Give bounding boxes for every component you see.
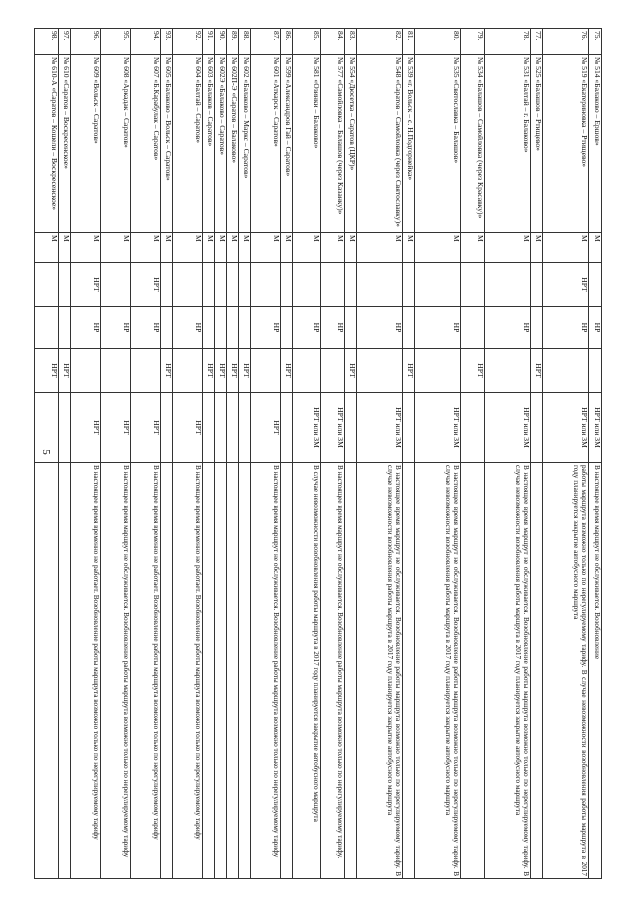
- tariff-col-c: НРТ: [461, 349, 485, 393]
- route-note: В настоящее время временно не работает. Возобновление работы маршрута возможно только по нерегулируемому тарифу: [173, 463, 203, 879]
- table-row: [227, 29, 239, 879]
- route-name: № 602П-Э «Саратов – Балаково»: [227, 55, 239, 233]
- route-note: В настоящее время маршрут не обслуживается. Возобновление работы маршрута возможно только по нерегулируемому тарифу. В случае невозможности возобновления работы маршрута в 2017 году планируется закрытие автобусного маршрута: [357, 463, 403, 879]
- route-name: № 604 «Балтай – Саратов»: [173, 55, 203, 233]
- tariff-col-c: [71, 349, 101, 393]
- tariff-col-a: [531, 263, 543, 307]
- tariff-col-a: [251, 263, 281, 307]
- tariff-col-a: НРТ: [131, 263, 161, 307]
- tariff-col-d: [345, 393, 357, 463]
- tariff-col-a: [321, 263, 345, 307]
- route-name: № 610 «Саратов – Воскресенское»: [59, 55, 71, 233]
- route-name: № 608 «Аркадак – Саратов»: [101, 55, 131, 233]
- tariff-col-b: НР: [131, 307, 161, 349]
- tariff-col-a: [485, 263, 531, 307]
- tariff-col-d: НРТ или ЗМ: [321, 393, 345, 463]
- row-number: 93.: [161, 29, 173, 55]
- route-class: М: [239, 233, 251, 263]
- tariff-col-a: [101, 263, 131, 307]
- route-class: М: [35, 233, 59, 263]
- table-row: [589, 29, 602, 879]
- route-class: М: [281, 233, 293, 263]
- route-name: № 609 «Вольск – Саратов»: [71, 55, 101, 233]
- table-row: [239, 29, 251, 879]
- route-name: № 605 «Балаково – Вольск – Саратов»: [161, 55, 173, 233]
- row-number: 90.: [215, 29, 227, 55]
- route-class: М: [161, 233, 173, 263]
- route-class: М: [415, 233, 461, 263]
- tariff-col-b: [345, 307, 357, 349]
- table-row: [357, 29, 403, 879]
- route-note: В настоящее время маршрут не обслуживается. Возобновление работы маршрута возможно только по нерегулируемому тарифу: [251, 463, 281, 879]
- table-row: [203, 29, 215, 879]
- tariff-col-c: [415, 349, 461, 393]
- row-number: 82.: [357, 29, 403, 55]
- tariff-col-c: [543, 349, 589, 393]
- page-number: 5: [40, 449, 52, 455]
- route-class: М: [531, 233, 543, 263]
- table-wrapper: [50, 28, 602, 878]
- route-name: № 554 «Дюсетка – Саратов (ЦКР)»: [345, 55, 357, 233]
- row-number: 76.: [543, 29, 589, 55]
- tariff-col-c: НРТ: [531, 349, 543, 393]
- route-name: № 548 «Саратов – Самойловка (через Святославку)»: [357, 55, 403, 233]
- tariff-col-b: НР: [321, 307, 345, 349]
- table-row: [281, 29, 293, 879]
- row-number: 96.: [71, 29, 101, 55]
- row-number: 98.: [35, 29, 59, 55]
- route-note: [239, 463, 251, 879]
- route-class: М: [345, 233, 357, 263]
- table-row: [215, 29, 227, 879]
- tariff-col-b: [215, 307, 227, 349]
- routes-table: [34, 28, 602, 879]
- row-number: 79.: [461, 29, 485, 55]
- tariff-col-c: [357, 349, 403, 393]
- table-row: [59, 29, 71, 879]
- row-number: 88.: [239, 29, 251, 55]
- route-name: № 535 «Святославка – Балашов»: [415, 55, 461, 233]
- tariff-col-d: НРТ: [173, 393, 203, 463]
- route-note: В настоящее время маршрут не обслуживается. Возобновление: [589, 463, 602, 879]
- tariff-col-c: [131, 349, 161, 393]
- tariff-col-b: НР: [173, 307, 203, 349]
- tariff-col-d: НРТ или ЗМ: [543, 393, 589, 463]
- tariff-col-a: [173, 263, 203, 307]
- tariff-col-d: [403, 393, 415, 463]
- table-row: [461, 29, 485, 879]
- row-number: 78.: [485, 29, 531, 55]
- route-class: М: [131, 233, 161, 263]
- row-number: 81.: [403, 29, 415, 55]
- route-note: [35, 463, 59, 879]
- tariff-col-c: НРТ: [161, 349, 173, 393]
- route-name: № 602 «Балаково – Маркс – Саратов»: [239, 55, 251, 233]
- tariff-col-a: [239, 263, 251, 307]
- tariff-col-c: [589, 349, 602, 393]
- tariff-col-d: [531, 393, 543, 463]
- tariff-col-b: [203, 307, 215, 349]
- tariff-col-b: [461, 307, 485, 349]
- route-name: № 603 «Балаков – Саратов»: [203, 55, 215, 233]
- tariff-col-d: НРТ: [101, 393, 131, 463]
- tariff-col-a: [59, 263, 71, 307]
- tariff-col-b: [35, 307, 59, 349]
- row-number: 89.: [227, 29, 239, 55]
- tariff-col-a: [357, 263, 403, 307]
- tariff-col-b: [403, 307, 415, 349]
- route-class: М: [215, 233, 227, 263]
- tariff-col-a: [345, 263, 357, 307]
- tariff-col-c: [321, 349, 345, 393]
- tariff-col-b: НР: [251, 307, 281, 349]
- table-row: [345, 29, 357, 879]
- tariff-col-d: НРТ или ЗМ: [357, 393, 403, 463]
- tariff-col-c: НРТ: [403, 349, 415, 393]
- table-row: [101, 29, 131, 879]
- route-class: М: [543, 233, 589, 263]
- table-row: [161, 29, 173, 879]
- tariff-col-d: [461, 393, 485, 463]
- tariff-col-d: [161, 393, 173, 463]
- tariff-col-c: НРТ: [345, 349, 357, 393]
- route-name: № 531 «Балтай – г. Балаково»: [485, 55, 531, 233]
- tariff-col-d: [215, 393, 227, 463]
- table-row: [35, 29, 59, 879]
- route-class: М: [203, 233, 215, 263]
- tariff-col-c: НРТ: [239, 349, 251, 393]
- tariff-col-a: НРТ: [71, 263, 101, 307]
- route-name: № 601 «Аткарск – Саратов»: [251, 55, 281, 233]
- tariff-col-a: [227, 263, 239, 307]
- route-class: М: [173, 233, 203, 263]
- route-name: № 602Э «Балаково – Саратов»: [215, 55, 227, 233]
- tariff-col-d: [35, 393, 59, 463]
- tariff-col-a: [203, 263, 215, 307]
- row-number: 84.: [321, 29, 345, 55]
- tariff-col-b: [281, 307, 293, 349]
- tariff-col-d: НРТ или ЗМ: [293, 393, 321, 463]
- tariff-col-b: [531, 307, 543, 349]
- tariff-col-d: [59, 393, 71, 463]
- tariff-col-d: НРТ: [131, 393, 161, 463]
- tariff-col-a: [35, 263, 59, 307]
- tariff-col-b: НР: [589, 307, 602, 349]
- route-note: [403, 463, 415, 879]
- tariff-col-d: [281, 393, 293, 463]
- table-row: [415, 29, 461, 879]
- table-row: [251, 29, 281, 879]
- tariff-col-d: [203, 393, 215, 463]
- table-row: [403, 29, 415, 879]
- tariff-col-c: [101, 349, 131, 393]
- row-number: 91.: [203, 29, 215, 55]
- route-note: В настоящее время маршрут не обслуживается. Возобновление работы маршрута возможно только по нерегулируемому тарифу: [101, 463, 131, 879]
- tariff-col-c: НРТ: [227, 349, 239, 393]
- tariff-col-a: [293, 263, 321, 307]
- tariff-col-b: НР: [71, 307, 101, 349]
- route-class: М: [461, 233, 485, 263]
- row-number: 87.: [251, 29, 281, 55]
- route-class: М: [71, 233, 101, 263]
- route-note: [461, 463, 485, 879]
- tariff-col-b: [239, 307, 251, 349]
- row-number: 94.: [131, 29, 161, 55]
- tariff-col-c: НРТ: [59, 349, 71, 393]
- tariff-col-a: [461, 263, 485, 307]
- route-name: № 534 «Балашов – Самойловка (через Красавку)»: [461, 55, 485, 233]
- tariff-col-d: НРТ: [71, 393, 101, 463]
- route-class: М: [101, 233, 131, 263]
- tariff-col-b: НР: [357, 307, 403, 349]
- tariff-col-a: [415, 263, 461, 307]
- tariff-col-a: [589, 263, 602, 307]
- tariff-col-a: [161, 263, 173, 307]
- route-class: М: [59, 233, 71, 263]
- row-number: 92.: [173, 29, 203, 55]
- route-note: [59, 463, 71, 879]
- route-class: М: [321, 233, 345, 263]
- row-number: 95.: [101, 29, 131, 55]
- route-note: [281, 463, 293, 879]
- route-note: работы маршрута возможно только по нерегулируемому тарифу. В случае невозможности возобновления работы маршрута в 2017 году планируется закрытие автобусного маршрута: [543, 463, 589, 879]
- tariff-col-b: НР: [543, 307, 589, 349]
- tariff-col-c: [173, 349, 203, 393]
- row-number: 97.: [59, 29, 71, 55]
- tariff-col-b: НР: [485, 307, 531, 349]
- tariff-col-c: [293, 349, 321, 393]
- table-row: [293, 29, 321, 879]
- tariff-col-a: [403, 263, 415, 307]
- routes-table-body: [35, 29, 602, 879]
- route-name: № 525 «Балашов – Ртищево»: [531, 55, 543, 233]
- table-row: [131, 29, 161, 879]
- tariff-col-b: [59, 307, 71, 349]
- route-name: № 539 «г. Вольск – с. Н.Подгорнейка»: [403, 55, 415, 233]
- table-row: [543, 29, 589, 879]
- route-name: № 519 «Екатериновка – Ртищево»: [543, 55, 589, 233]
- route-note: [203, 463, 215, 879]
- tariff-col-a: [215, 263, 227, 307]
- route-note: В настоящее время маршрут не обслуживается. Возобновление работы маршрута возможно только по нерегулируемому тарифу.: [321, 463, 345, 879]
- route-name: № 514 «Балаково – Ершов»: [589, 55, 602, 233]
- tariff-col-b: [161, 307, 173, 349]
- tariff-col-c: НРТ: [215, 349, 227, 393]
- table-row: [485, 29, 531, 879]
- route-note: [531, 463, 543, 879]
- table-row: [173, 29, 203, 879]
- tariff-col-d: НРТ: [251, 393, 281, 463]
- route-note: В случае невозможности возобновления работы маршрута в 2017 году планируется закрытие автобусного маршрута: [293, 463, 321, 879]
- route-note: [227, 463, 239, 879]
- row-number: 86.: [281, 29, 293, 55]
- tariff-col-d: [227, 393, 239, 463]
- route-note: В настоящее время маршрут не обслуживается. Возобновление работы маршрута возможно только по нерегулируемому тарифу. В случае невозможности возобновления работы маршрута в 2017 году планируется закрытие автобусного маршрута: [485, 463, 531, 879]
- tariff-col-b: НР: [293, 307, 321, 349]
- route-note: [215, 463, 227, 879]
- tariff-col-c: [485, 349, 531, 393]
- route-note: В настоящее время временно не работает. Возобновление работы маршрута возможно только по нерегулируемому тарифу: [131, 463, 161, 879]
- tariff-col-d: НРТ или ЗМ: [415, 393, 461, 463]
- tariff-col-a: [281, 263, 293, 307]
- row-number: 85.: [293, 29, 321, 55]
- table-row: [531, 29, 543, 879]
- route-class: М: [485, 233, 531, 263]
- route-class: М: [357, 233, 403, 263]
- route-class: М: [589, 233, 602, 263]
- row-number: 83.: [345, 29, 357, 55]
- tariff-col-b: НР: [101, 307, 131, 349]
- table-row: [321, 29, 345, 879]
- route-name: № 581 «Озинки – Балаково»: [293, 55, 321, 233]
- route-note: [345, 463, 357, 879]
- tariff-col-d: НРТ или ЗМ: [485, 393, 531, 463]
- tariff-col-d: [239, 393, 251, 463]
- table-row: [71, 29, 101, 879]
- rotated-table-frame: [50, 28, 602, 878]
- route-class: М: [293, 233, 321, 263]
- tariff-col-d: НРТ или ЗМ: [589, 393, 602, 463]
- tariff-col-b: НР: [415, 307, 461, 349]
- route-class: М: [251, 233, 281, 263]
- route-note: В настоящее время маршрут не обслуживается. Возобновление работы маршрута возможно только по нерегулируемому тарифу. В случае невозможности возобновления работы маршрута в 2017 году планируется закрытие автобусного маршрута: [415, 463, 461, 879]
- tariff-col-a: НРТ: [543, 263, 589, 307]
- row-number: 80.: [415, 29, 461, 55]
- row-number: 75.: [589, 29, 602, 55]
- tariff-col-c: НРТ: [281, 349, 293, 393]
- tariff-col-c: НРТ: [35, 349, 59, 393]
- route-name: № 577 «Самойловка – Балашов (через Казанку)»: [321, 55, 345, 233]
- tariff-col-c: НРТ: [203, 349, 215, 393]
- route-class: М: [403, 233, 415, 263]
- row-number: 77.: [531, 29, 543, 55]
- route-name: № 599 «Александров Гай – Саратов»: [281, 55, 293, 233]
- route-class: М: [227, 233, 239, 263]
- tariff-col-c: [251, 349, 281, 393]
- route-name: № 607 «Б.Карабулак – Саратов»: [131, 55, 161, 233]
- route-note: [161, 463, 173, 879]
- route-note: В настоящее время временно не работает. Возобновление работы маршрута возможно только по нерегулируемому тарифу: [71, 463, 101, 879]
- tariff-col-b: [227, 307, 239, 349]
- route-name: № 610-А «Саратов – Кошели – Воскресенское»: [35, 55, 59, 233]
